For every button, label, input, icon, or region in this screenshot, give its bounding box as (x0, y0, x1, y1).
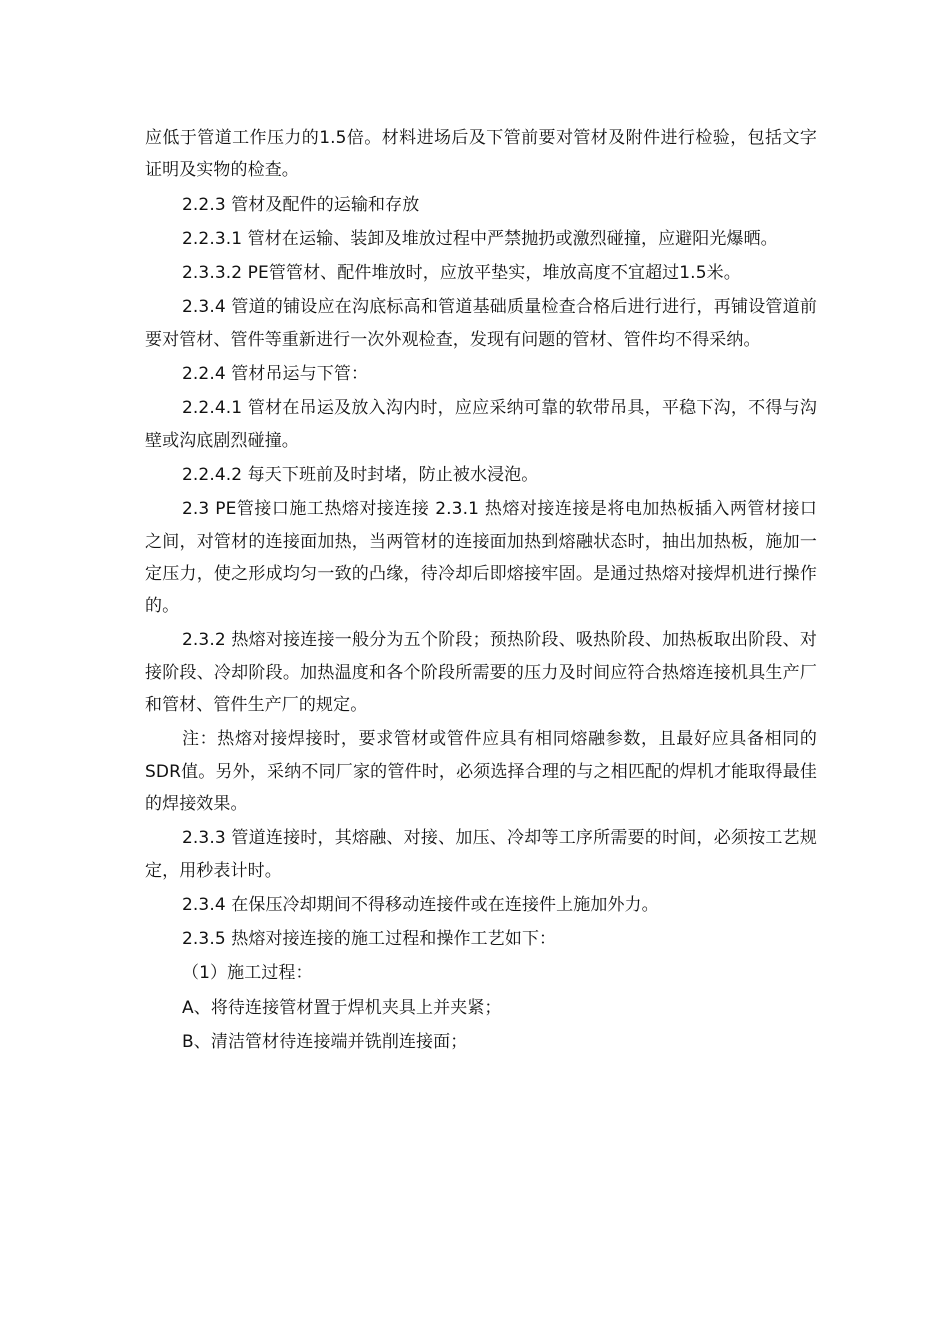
paragraph: 2.3.4 在保压冷却期间不得移动连接件或在连接件上施加外力。 (182, 894, 659, 915)
paragraph: 2.3.2 热熔对接连接一般分为五个阶段；预热阶段、吸热阶段、加热板取出阶段、对接阶段、冷却阶段。加热温度和各个阶段所需要的压力及时间应符合热熔连接机具生产厂和管材、管件生产厂的规定。 (145, 630, 817, 716)
paragraph: 应低于管道工作压力的1.5倍。材料进场后及下管前要对管材及附件进行检验，包括文字证明及实物的检查。 (145, 128, 817, 181)
section-heading: 2.2.3 管材及配件的运输和存放 (182, 194, 420, 215)
list-item: B、清洁管材待连接端并铣削连接面； (182, 1032, 468, 1053)
paragraph: 2.3.3 管道连接时，其熔融、对接、加压、冷却等工序所需要的时间，必须按工艺规定，用秒表计时。 (145, 828, 817, 881)
document-body (145, 122, 817, 1058)
note-paragraph: 注：热熔对接焊接时，要求管材或管件应具有相同熔融参数，且最好应具备相同的SDR值。另外，采纳不同厂家的管件时，必须选择合理的与之相匹配的焊机才能取得最佳的焊接效果。 (145, 729, 817, 814)
paragraph: 2.2.4.1 管材在吊运及放入沟内时，应应采纳可靠的软带吊具，平稳下沟，不得与沟壁或沟底剧烈碰撞。 (145, 398, 817, 451)
paragraph: 2.3.4 管道的铺设应在沟底标高和管道基础质量检查合格后进行进行，再铺设管道前要对管材、管件等重新进行一次外观检查，发现有问题的管材、管件均不得采纳。 (145, 297, 817, 350)
paragraph: 2.3 PE管接口施工热熔对接连接 2.3.1 热熔对接连接是将电加热板插入两管材接口之间，对管材的连接面加热，当两管材的连接面加热到熔融状态时，抽出加热板，施加一定压力，使之形成均匀一致的凸缘，待冷却后即熔接牢固。是通过热熔对接焊机进行操作的。 (145, 499, 817, 617)
list-heading: （1）施工过程： (182, 963, 313, 984)
list-item: A、将待连接管材置于焊机夹具上并夹紧； (182, 997, 502, 1018)
paragraph: 2.2.4.2 每天下班前及时封堵，防止被水浸泡。 (182, 464, 539, 485)
paragraph: 2.2.3.1 管材在运输、装卸及堆放过程中严禁抛扔或激烈碰撞，应避阳光爆晒。 (182, 228, 778, 249)
paragraph: 2.3.5 热熔对接连接的施工过程和操作工艺如下： (182, 929, 557, 950)
section-heading: 2.2.4 管材吊运与下管： (182, 364, 369, 385)
paragraph: 2.3.3.2 PE管管材、配件堆放时，应放平垫实，堆放高度不宜超过1.5米。 (182, 263, 741, 284)
